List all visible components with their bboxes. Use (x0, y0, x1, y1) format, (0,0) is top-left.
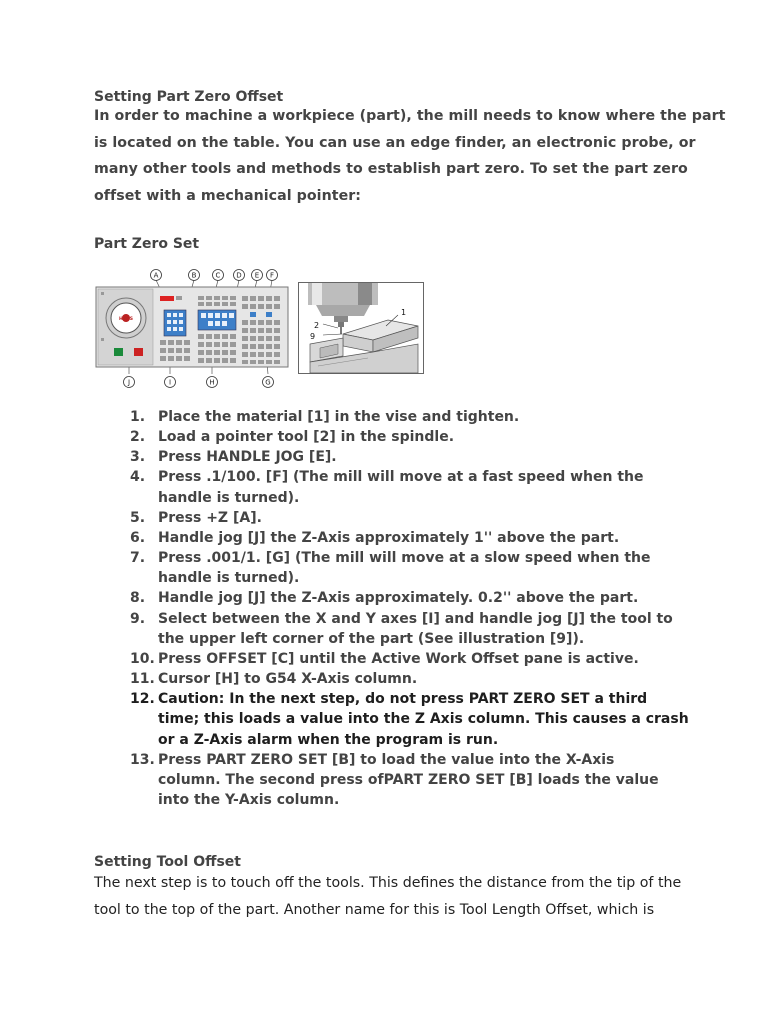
label-1: 1 (401, 308, 407, 317)
list-item: 6. Handle jog [J] the Z-Axis approximately 1'' above the part. (130, 529, 620, 546)
control-panel-figure (94, 268, 291, 390)
list-item: 2. Load a pointer tool [2] in the spindle. (130, 429, 455, 446)
label-9: 9 (310, 332, 316, 341)
list-item: 10. Press OFFSET [C] until the Active Work Offset pane is active. (130, 650, 639, 667)
list-item: 9. Select between the X and Y axes [I] and handle jog [J] the tool to the upper left corner of the part (See illustration [9]). (130, 610, 673, 647)
list-item: 4. Press .1/100. [F] (The mill will move at a fast speed when the handle is turned). (130, 469, 644, 506)
callout-b: B (191, 271, 197, 280)
haas-logo: HAAS (119, 317, 133, 322)
intro-line: In order to machine a workpiece (part), the mill needs to know where the part (94, 108, 726, 124)
tool-line: The next step is to touch off the tools. This defines the distance from the tip of the (94, 875, 682, 891)
section-heading-part-zero-set: Part Zero Set (94, 236, 200, 252)
list-item: 11. Cursor [H] to G54 X-Axis column. (130, 671, 418, 688)
list-item-caution: 12. Caution: In the next step, do not press PART ZERO SET a third time; this loads a value into the Z Axis column. This causes a crash or a Z-Axis alarm when the program is run. (130, 691, 689, 748)
callout-d: D (236, 271, 242, 280)
callout-i: I (168, 378, 172, 387)
tool-line: tool to the top of the part. Another name for this is Tool Length Offset, which is (94, 902, 655, 918)
label-2: 2 (314, 321, 320, 330)
intro-line: is located on the table. You can use an edge finder, an electronic probe, or (94, 135, 696, 151)
section-heading-tool-offset: Setting Tool Offset (94, 854, 241, 870)
callout-c: C (215, 271, 221, 280)
list-item: 1. Place the material [1] in the vise and tighten. (130, 409, 520, 425)
callout-f: F (269, 271, 275, 280)
callout-j: J (127, 378, 131, 387)
list-item: 13. Press PART ZERO SET [B] to load the value into the X-Axis column. The second press ofPART ZERO SET [B] loads the value into the Y-Axis column. (130, 751, 659, 808)
intro-line: offset with a mechanical pointer: (94, 188, 362, 204)
callout-g: G (265, 378, 271, 387)
intro-line: many other tools and methods to establish part zero. To set the part zero (94, 161, 688, 177)
steps-list (130, 407, 689, 810)
callout-a: A (153, 271, 159, 280)
list-item: 7. Press .001/1. [G] (The mill will move at a slow speed when the handle is turned). (130, 550, 651, 587)
callout-e: E (254, 271, 260, 280)
list-item: 3. Press HANDLE JOG [E]. (130, 449, 337, 466)
list-item: 5. Press +Z [A]. (130, 509, 262, 526)
spindle-vise-figure (298, 282, 424, 374)
list-item: 8. Handle jog [J] the Z-Axis approximately. 0.2'' above the part. (130, 590, 639, 607)
callout-h: H (209, 378, 215, 387)
section-heading-part-zero: Setting Part Zero Offset (94, 89, 284, 105)
